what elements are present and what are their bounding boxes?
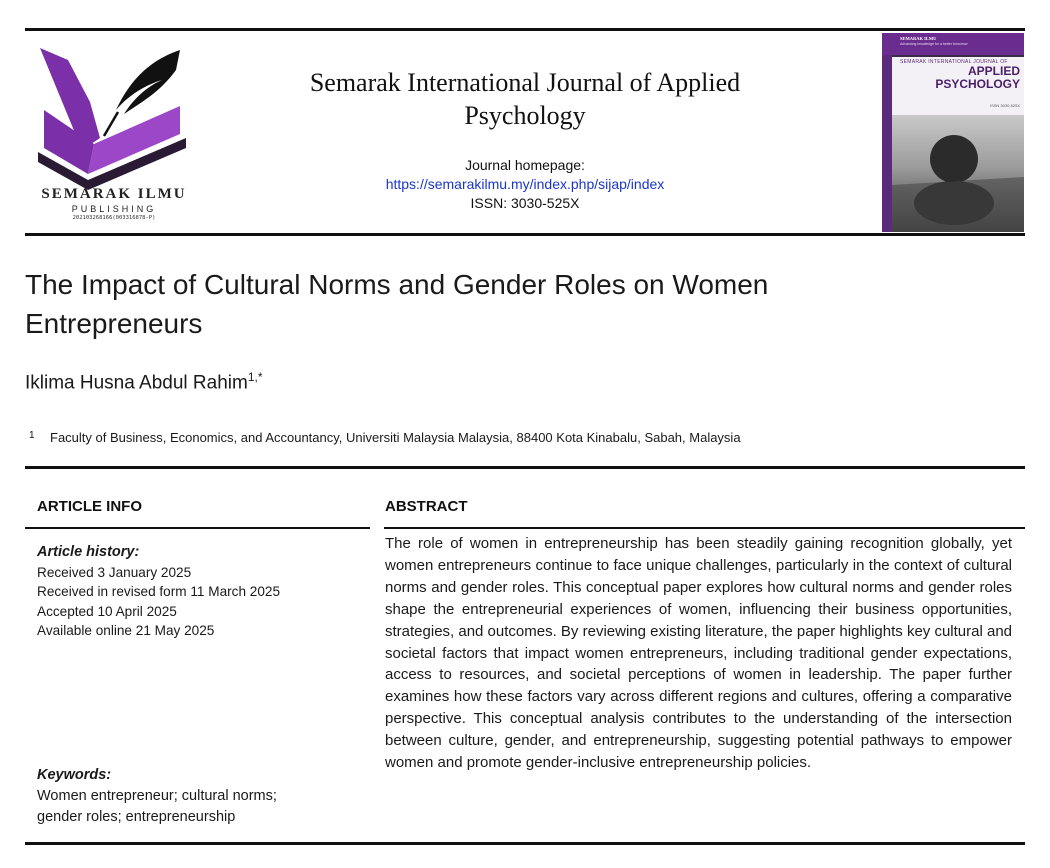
journal-title-line1: Semarak International Journal of Applied xyxy=(309,68,741,97)
keywords xyxy=(37,765,357,828)
affiliation-number: 1 xyxy=(29,430,35,441)
cover-publisher-text: SEMARAK ILMU xyxy=(900,36,937,41)
article-info-heading: ARTICLE INFO xyxy=(37,498,142,515)
keywords-label: Keywords: xyxy=(37,767,112,783)
keywords-line1: Women entrepreneur; cultural norms; xyxy=(37,788,277,804)
cover-title-line1: APPLIED xyxy=(967,64,1020,78)
cover-side-stripe xyxy=(882,55,892,232)
section-top-rule xyxy=(25,466,1025,469)
keywords-line2: gender roles; entrepreneurship xyxy=(37,809,236,825)
author-superscript: 1,* xyxy=(247,370,263,384)
header-bottom-rule xyxy=(25,233,1025,236)
article-history xyxy=(37,543,357,641)
affiliation: Faculty of Business, Economics, and Accountancy, Universiti Malaysia Malaysia, 88400 Kota Kinabalu, Sabah, Malaysia xyxy=(50,430,741,445)
article-title xyxy=(25,265,925,343)
history-item: Received 3 January 2025 xyxy=(37,564,192,580)
cover-photo xyxy=(892,115,1024,232)
abstract-rule xyxy=(384,527,1025,529)
journal-homepage-label: Journal homepage: xyxy=(465,157,585,173)
article-history-label: Article history: xyxy=(37,544,140,560)
author xyxy=(25,370,263,394)
article-title-line2: Entrepreneurs xyxy=(25,308,203,339)
publisher-sub: PUBLISHING xyxy=(71,204,157,214)
history-item: Received in revised form 11 March 2025 xyxy=(37,584,281,600)
publisher-registration: 202103268166(003316878-P) xyxy=(72,215,156,221)
history-item: Accepted 10 April 2025 xyxy=(37,603,177,619)
cover-series-label: SEMARAK INTERNATIONAL JOURNAL OF xyxy=(900,59,1008,65)
abstract-heading: ABSTRACT xyxy=(385,498,468,515)
cover-head-silhouette-icon xyxy=(892,115,1024,232)
article-title-line1: The Impact of Cultural Norms and Gender Roles on Women xyxy=(25,269,769,300)
header-top-rule xyxy=(25,28,1025,31)
journal-homepage-link[interactable]: https://semarakilmu.my/index.php/sijap/index xyxy=(385,176,665,192)
abstract-text: The role of women in entrepreneurship has been steadily gaining recognition globally, yet women entrepreneurs continue to face unique challenges, particularly in the context of cultural norms and gender roles. This conceptual paper explores how cultural norms and gender roles shape the entrepreneurial experiences of women, influencing their business opportunities, strategies, and outcomes. By reviewing existing literature, the paper highlights key cultural and societal factors that impact women entrepreneurs, including traditional gender expectations, access to resources, and societal perceptions of women in leadership. The paper further examines how these factors vary across different regions and cultures, offering a comparative perspective. This conceptual analysis contributes to the understanding of the intersection between culture, gender, and entrepreneurship, suggesting potential pathways to empower women and promote gender-inclusive entrepreneurship policies. xyxy=(385,535,1013,772)
journal-title xyxy=(215,66,835,132)
journal-title-line2: Psychology xyxy=(464,101,586,130)
section-bottom-rule xyxy=(25,842,1025,845)
cover-issn: ISSN 3030-525X xyxy=(989,103,1020,108)
history-item: Available online 21 May 2025 xyxy=(37,623,215,639)
journal-issn: ISSN: 3030-525X xyxy=(470,195,580,211)
publisher-name: SEMARAK ILMU xyxy=(41,186,187,202)
journal-cover-image xyxy=(882,33,1024,232)
author-name: Iklima Husna Abdul Rahim xyxy=(25,372,248,394)
cover-title xyxy=(894,65,1020,91)
cover-tagline: Advancing knowledge for a better tomorrow xyxy=(900,42,968,46)
article-info-rule xyxy=(25,527,370,529)
cover-title-line2: PSYCHOLOGY xyxy=(935,77,1020,91)
